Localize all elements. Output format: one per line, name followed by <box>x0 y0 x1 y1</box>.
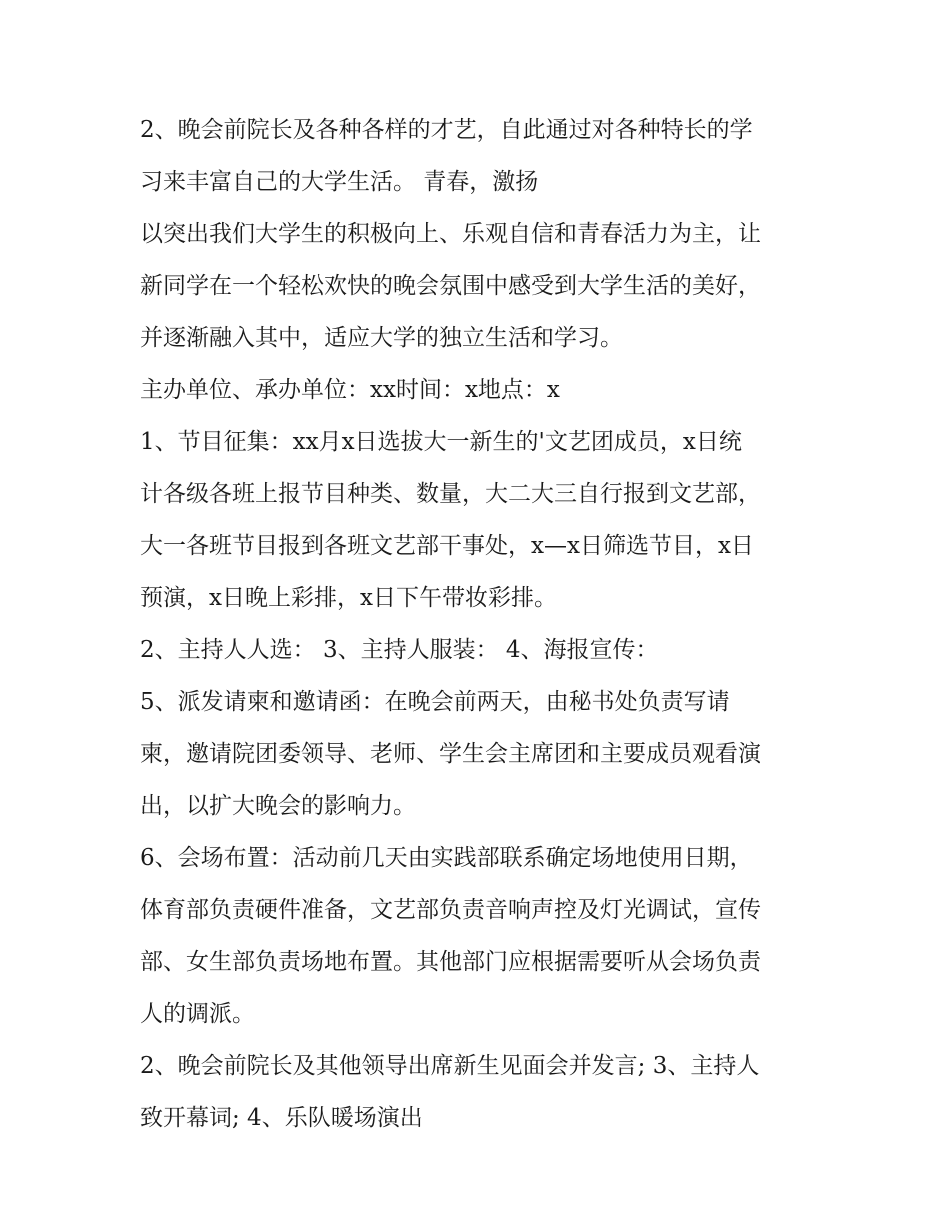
text-line: 计各级各班上报节目种类、数量，大二大三自行报到文艺部， <box>140 481 761 507</box>
text-line: 体育部负责硬件准备，文艺部负责音响声控及灯光调试，宣传 <box>140 897 761 923</box>
text-line: 致开幕词; 4、乐队暖场演出 <box>140 1105 423 1131</box>
text-line: 2、晚会前院长及其他领导出席新生见面会并发言; 3、主持人 <box>140 1053 760 1079</box>
text-line: 以突出我们大学生的积极向上、乐观自信和青春活力为主，让 <box>140 221 761 247</box>
document-body <box>140 112 820 1152</box>
text-line: 2、晚会前院长及各种各样的才艺，自此通过对各种特长的学 <box>140 117 753 143</box>
text-line: 6、会场布置：活动前几天由实践部联系确定场地使用日期， <box>140 845 753 871</box>
text-line: 人的调派。 <box>140 1001 255 1027</box>
text-line: 新同学在一个轻松欢快的晚会氛围中感受到大学生活的美好， <box>140 273 761 299</box>
text-line: 大一各班节目报到各班文艺部干事处，x—x日筛选节目，x日 <box>140 533 754 559</box>
text-line: 2、主持人人选： 3、主持人服装： 4、海报宣传： <box>140 637 659 663</box>
text-line: 并逐渐融入其中，适应大学的独立生活和学习。 <box>140 325 623 351</box>
text-line: 主办单位、承办单位：xx时间：x地点：x <box>140 377 560 403</box>
text-line: 部、女生部负责场地布置。其他部门应根据需要听从会场负责 <box>140 949 761 975</box>
text-line: 习来丰富自己的大学生活。 青春，激扬 <box>140 169 539 195</box>
text-line: 5、派发请柬和邀请函：在晚会前两天，由秘书处负责写请 <box>140 689 730 715</box>
text-line: 预演，x日晚上彩排，x日下午带妆彩排。 <box>140 585 557 611</box>
text-line: 出，以扩大晚会的影响力。 <box>140 793 416 819</box>
text-line: 1、节目征集：xx月x日选拔大一新生的'文艺团成员，x日统 <box>140 429 742 455</box>
text-line: 柬，邀请院团委领导、老师、学生会主席团和主要成员观看演 <box>140 741 761 767</box>
